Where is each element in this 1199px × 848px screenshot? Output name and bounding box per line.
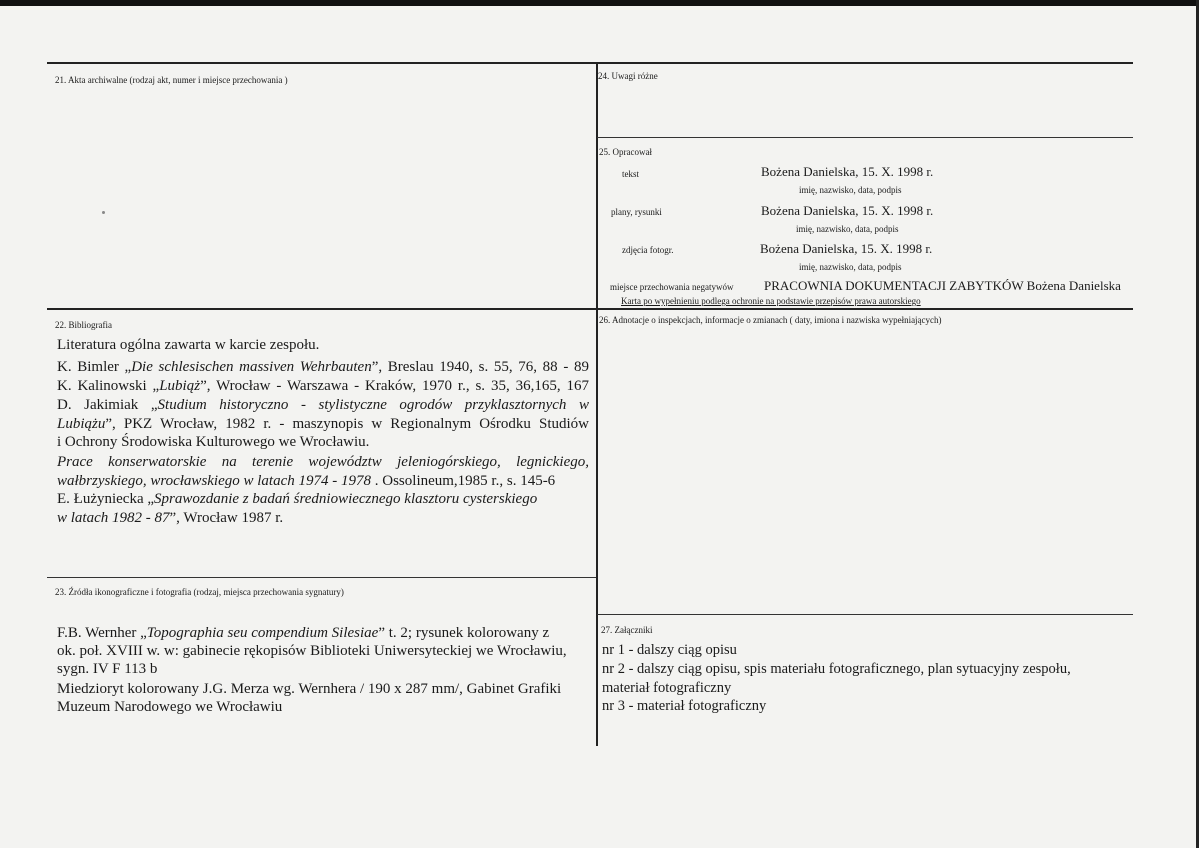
divider-21-22: [47, 308, 1133, 310]
iconography-line: F.B. Wernher „Topographia seu compendium Silesiae” t. 2; rysunek kolorowany z: [57, 625, 550, 641]
bibliography-line: w latach 1982 - 87”, Wrocław 1987 r.: [57, 510, 284, 526]
author-value-plans: Bożena Danielska, 15. X. 1998 r.: [761, 203, 934, 218]
bibliography-line: D. Jakimiak „Studium historyczno - stylistyczne ogrodów przyklasztornych w: [57, 397, 589, 413]
negatives-label: miejsce przechowania negatywów: [610, 282, 734, 292]
author-caption-plans: imię, nazwisko, data, podpis: [796, 224, 899, 234]
attachment-line: nr 2 - dalszy ciąg opisu, spis materiału fotograficznego, plan sytuacyjny zespołu,: [602, 661, 1071, 677]
copyright-note: Karta po wypełnieniu podlega ochronie na podstawie przepisów prawa autorskiego: [621, 296, 921, 306]
negatives-value: PRACOWNIA DOKUMENTACJI ZABYTKÓW Bożena Danielska: [764, 278, 1121, 293]
bibliography-line: wałbrzyskiego, wrocławskiego w latach 1974 - 1978 . Ossolineum,1985 r., s. 145-6: [57, 473, 556, 489]
section-25-label: 25. Opracował: [599, 147, 652, 157]
scan-speck: [102, 211, 105, 214]
divider-24-25: [597, 137, 1133, 138]
author-role-photos: zdjęcia fotogr.: [622, 245, 674, 255]
section-26-label: 26. Adnotacje o inspekcjach, informacje o zmianach ( daty, imiona i nazwiska wypełniających): [599, 315, 942, 325]
author-value-text: Bożena Danielska, 15. X. 1998 r.: [761, 164, 934, 179]
divider-22-23: [47, 577, 596, 578]
attachment-line: nr 3 - materiał fotograficzny: [602, 698, 767, 714]
iconography-line: sygn. IV F 113 b: [57, 661, 158, 677]
bibliography-line: Lubiążu”, PKZ Wrocław, 1982 r. - maszynopis w Regionalnym Ośrodku Studiów: [57, 416, 589, 432]
author-caption-photos: imię, nazwisko, data, podpis: [799, 262, 902, 272]
section-27-label: 27. Załączniki: [601, 625, 653, 635]
section-23-label: 23. Źródła ikonograficzne i fotografia (rodzaj, miejsca przechowania sygnatury): [55, 587, 344, 597]
bibliography-line: K. Kalinowski „Lubiąż”, Wrocław - Warszawa - Kraków, 1970 r., s. 35, 36,165, 167: [57, 378, 590, 394]
center-divider-line: [596, 62, 598, 746]
bibliography-line: K. Bimler „Die schlesischen massiven Wehrbauten”, Breslau 1940, s. 55, 76, 88 - 89: [57, 359, 589, 375]
author-value-photos: Bożena Danielska, 15. X. 1998 r.: [760, 241, 933, 256]
attachment-line: nr 1 - dalszy ciąg opisu: [602, 642, 737, 658]
author-caption-text: imię, nazwisko, data, podpis: [799, 185, 902, 195]
section-22-label: 22. Bibliografia: [55, 320, 112, 330]
top-border-line: [47, 62, 1133, 64]
section-24-label: 24. Uwagi różne: [598, 71, 658, 81]
divider-26-27: [597, 614, 1133, 615]
iconography-line: Miedzioryt kolorowany J.G. Merza wg. Wernhera / 190 x 287 mm/, Gabinet Grafiki: [57, 681, 562, 697]
bibliography-line: i Ochrony Środowiska Kulturowego we Wrocławiu.: [57, 434, 370, 450]
scan-edge-top: [0, 0, 1199, 6]
bibliography-line: Literatura ogólna zawarta w karcie zespołu.: [57, 337, 320, 353]
attachment-line: materiał fotograficzny: [602, 680, 732, 696]
bibliography-line: E. Łużyniecka „Sprawozdanie z badań średniowiecznego klasztoru cysterskiego: [57, 491, 538, 507]
iconography-line: Muzeum Narodowego we Wrocławiu: [57, 699, 283, 715]
section-21-label: 21. Akta archiwalne (rodzaj akt, numer i miejsce przechowania ): [55, 75, 288, 85]
author-role-plans: plany, rysunki: [611, 207, 662, 217]
author-role-text: tekst: [622, 169, 639, 179]
iconography-line: ok. poł. XVIII w. w: gabinecie rękopisów Biblioteki Uniwersyteckiej we Wrocławiu,: [57, 643, 567, 659]
bibliography-line: Prace konserwatorskie na terenie województw jeleniogórskiego, legnickiego,: [57, 454, 589, 470]
